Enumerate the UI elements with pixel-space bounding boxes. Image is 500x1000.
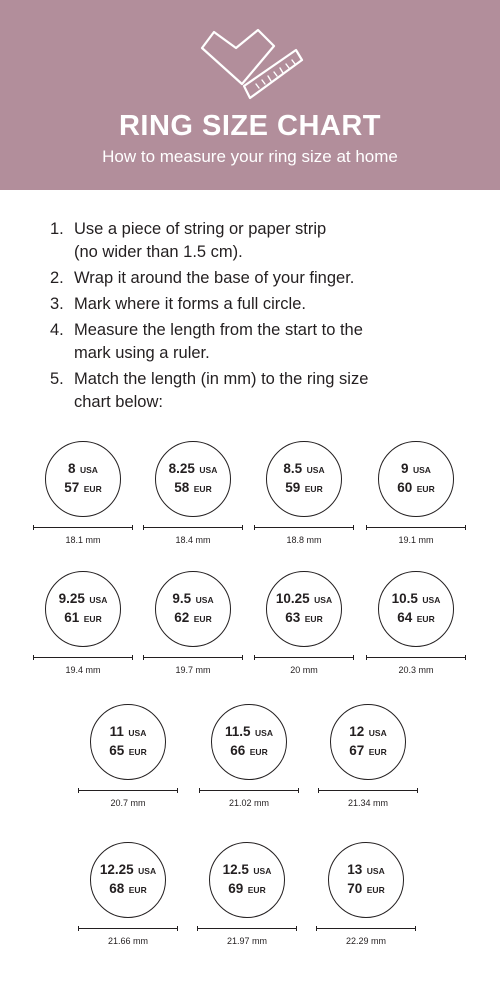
usa-size: 12.25 — [99, 862, 134, 877]
eur-size: 62 — [174, 610, 190, 625]
usa-size: 12.5 — [222, 862, 249, 877]
usa-label: USA — [138, 866, 157, 876]
usa-size: 12 — [349, 724, 365, 739]
instruction-step — [50, 368, 470, 414]
eur-size: 57 — [64, 480, 80, 495]
instruction-step — [50, 319, 470, 365]
eur-size: 60 — [397, 480, 413, 495]
eur-label: EUR — [304, 614, 323, 624]
measure-line — [33, 657, 133, 658]
measure-line — [143, 657, 243, 658]
usa-size: 9.5 — [172, 591, 192, 606]
ring-circle — [155, 571, 231, 647]
measure-line — [199, 790, 299, 791]
eur-label: EUR — [83, 614, 102, 624]
eur-label: EUR — [416, 614, 435, 624]
measure-line — [254, 527, 354, 528]
measure-line — [33, 527, 133, 528]
ring-size-item — [318, 704, 418, 814]
usa-size: 13 — [347, 862, 363, 877]
ring-ruler-icon — [196, 24, 304, 104]
eur-label: EUR — [249, 747, 268, 757]
step-text: Mark where it forms a full circle. — [74, 295, 306, 313]
usa-size: 11 — [109, 724, 124, 739]
ring-circle — [266, 571, 342, 647]
ring-size-item — [197, 842, 297, 952]
eur-size: 65 — [109, 743, 125, 758]
diameter-label: 18.8 mm — [286, 535, 322, 545]
header-banner — [0, 0, 500, 190]
usa-label: USA — [80, 465, 98, 475]
diameter-label: 20 mm — [290, 665, 318, 675]
ring-circle — [328, 842, 404, 918]
usa-label: USA — [199, 465, 218, 475]
usa-label: USA — [314, 595, 333, 605]
step-number: 1. — [50, 220, 64, 238]
eur-size: 70 — [347, 881, 363, 896]
ring-size-item — [254, 571, 354, 681]
ring-size-item — [33, 571, 133, 681]
eur-size: 68 — [109, 881, 125, 896]
ring-size-item — [78, 704, 178, 814]
usa-label: USA — [89, 595, 108, 605]
usa-label: USA — [128, 728, 147, 738]
measure-line — [143, 527, 243, 528]
eur-size: 67 — [349, 743, 365, 758]
usa-label: USA — [413, 465, 431, 475]
diameter-label: 19.1 mm — [398, 535, 434, 545]
ring-size-item — [33, 441, 133, 551]
ring-size-item — [78, 842, 178, 952]
ring-circle — [90, 704, 166, 780]
ring-circle — [211, 704, 287, 780]
ring-size-item — [366, 571, 466, 681]
diameter-label: 21.34 mm — [347, 798, 389, 808]
step-text: (no wider than 1.5 cm). — [74, 243, 243, 261]
measure-line — [78, 790, 178, 791]
usa-size: 10.5 — [391, 591, 418, 606]
usa-size: 11.5 — [225, 724, 251, 739]
eur-label: EUR — [304, 484, 323, 494]
ring-circle — [45, 441, 121, 517]
diameter-label: 18.1 mm — [65, 535, 101, 545]
ring-circle — [155, 441, 231, 517]
eur-label: EUR — [366, 885, 385, 895]
measure-line — [316, 928, 416, 929]
diameter-label: 19.4 mm — [65, 665, 101, 675]
usa-size: 9.25 — [58, 591, 85, 606]
ring-size-item — [366, 441, 466, 551]
step-number: 5. — [50, 370, 64, 388]
step-text: Wrap it around the base of your finger. — [74, 269, 355, 287]
ring-size-item — [316, 842, 416, 952]
step-text: Measure the length from the start to the — [74, 321, 363, 339]
measure-line — [366, 657, 466, 658]
eur-label: EUR — [128, 747, 147, 757]
eur-size: 58 — [174, 480, 190, 495]
eur-label: EUR — [128, 885, 147, 895]
measure-line — [366, 527, 466, 528]
measure-line — [78, 928, 178, 929]
step-text: Match the length (in mm) to the ring size — [74, 370, 369, 388]
measure-line — [254, 657, 354, 658]
step-text: Use a piece of string or paper strip — [74, 220, 327, 238]
usa-label: USA — [368, 728, 387, 738]
ring-circle — [90, 842, 166, 918]
ring-circle — [330, 704, 406, 780]
usa-label: USA — [306, 465, 325, 475]
step-text: mark using a ruler. — [74, 344, 210, 362]
instruction-step — [50, 267, 470, 290]
eur-label: EUR — [247, 885, 266, 895]
eur-size: 64 — [397, 610, 413, 625]
diameter-label: 21.02 mm — [228, 798, 270, 808]
usa-size: 8 — [68, 461, 76, 476]
usa-label: USA — [422, 595, 441, 605]
eur-size: 63 — [285, 610, 301, 625]
ring-circle — [45, 571, 121, 647]
usa-label: USA — [253, 866, 272, 876]
instructions-list — [50, 218, 470, 417]
usa-label: USA — [255, 728, 273, 738]
step-number: 4. — [50, 321, 64, 339]
ring-size-item — [254, 441, 354, 551]
page-title: RING SIZE CHART — [118, 110, 382, 142]
eur-size: 69 — [228, 881, 244, 896]
diameter-label: 22.29 mm — [345, 936, 387, 946]
ring-circle — [378, 571, 454, 647]
diameter-label: 21.97 mm — [226, 936, 268, 946]
eur-size: 61 — [64, 610, 80, 625]
ring-size-item — [143, 571, 243, 681]
ring-size-item — [143, 441, 243, 551]
page-subtitle: How to measure your ring size at home — [102, 147, 398, 166]
usa-size: 9 — [401, 461, 409, 476]
step-number: 2. — [50, 269, 64, 287]
usa-size: 10.25 — [275, 591, 310, 606]
diameter-label: 20.7 mm — [110, 798, 146, 808]
eur-size: 66 — [230, 743, 246, 758]
usa-label: USA — [195, 595, 214, 605]
ring-circle — [378, 441, 454, 517]
eur-label: EUR — [193, 614, 212, 624]
eur-label: EUR — [368, 747, 387, 757]
diameter-label: 21.66 mm — [107, 936, 149, 946]
measure-line — [197, 928, 297, 929]
ring-circle — [266, 441, 342, 517]
eur-label: EUR — [416, 484, 435, 494]
ring-circle — [209, 842, 285, 918]
diameter-label: 19.7 mm — [175, 665, 211, 675]
eur-size: 59 — [285, 480, 301, 495]
step-number: 3. — [50, 295, 64, 313]
ring-size-item — [199, 704, 299, 814]
diameter-label: 20.3 mm — [398, 665, 434, 675]
step-text: chart below: — [74, 393, 163, 411]
instruction-step — [50, 218, 470, 264]
usa-label: USA — [366, 866, 385, 876]
measure-line — [318, 790, 418, 791]
eur-label: EUR — [193, 484, 212, 494]
usa-size: 8.5 — [283, 461, 303, 476]
eur-label: EUR — [83, 484, 102, 494]
instruction-step — [50, 293, 470, 316]
usa-size: 8.25 — [168, 461, 195, 476]
diameter-label: 18.4 mm — [175, 535, 211, 545]
